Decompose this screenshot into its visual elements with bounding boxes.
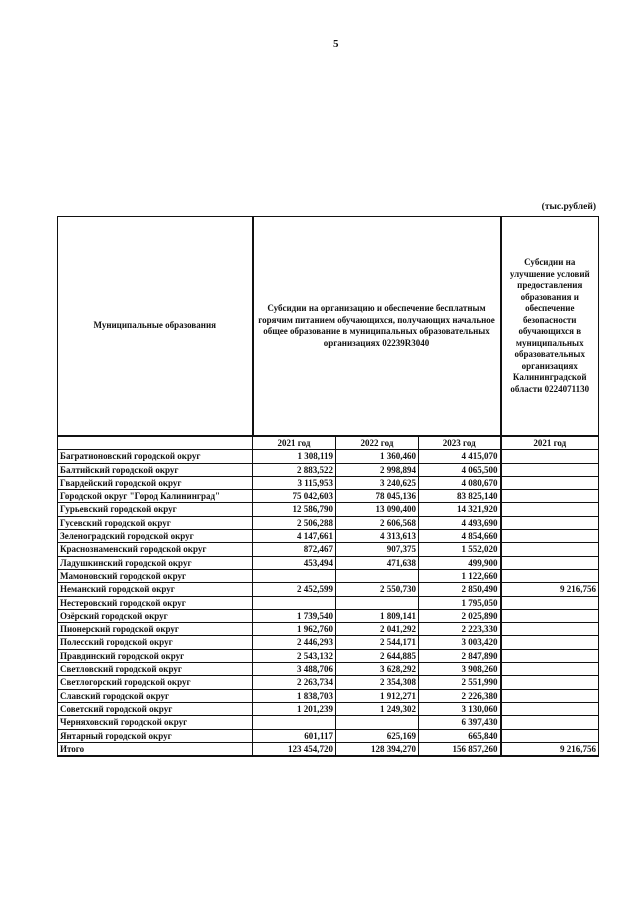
amount-cell: 2 847,890 [419, 649, 501, 662]
table-row [58, 636, 599, 649]
amount-cell: 2 644,885 [336, 649, 419, 662]
amount-cell [253, 596, 336, 609]
municipality-name: Неманский городской округ [58, 583, 253, 596]
table-row [58, 623, 599, 636]
amount-cell [501, 689, 599, 702]
municipality-name: Зеленоградский городской округ [58, 530, 253, 543]
amount-cell [501, 463, 599, 476]
table-row [58, 463, 599, 476]
table-row [58, 516, 599, 529]
amount-cell: 2 025,890 [419, 609, 501, 622]
amount-cell: 1 360,460 [336, 450, 419, 463]
header-meal-subsidy: Субсидии на организацию и обеспечение бесплатным горячим питанием обучающихся, получающих начальное общее образование в муниципальных образовательных организациях 02239R3040 [253, 217, 501, 437]
municipality-name: Пионерский городской округ [58, 623, 253, 636]
amount-cell: 14 321,920 [419, 503, 501, 516]
amount-cell: 4 493,690 [419, 516, 501, 529]
amount-cell: 156 857,260 [419, 742, 501, 756]
amount-cell: 3 003,420 [419, 636, 501, 649]
amount-cell: 2 850,490 [419, 583, 501, 596]
table-row [58, 596, 599, 609]
amount-cell: 2 223,330 [419, 623, 501, 636]
table-row [58, 689, 599, 702]
amount-cell: 4 065,500 [419, 463, 501, 476]
amount-cell: 1 739,540 [253, 609, 336, 622]
municipality-name: Балтийский городской округ [58, 463, 253, 476]
amount-cell: 2 041,292 [336, 623, 419, 636]
amount-cell [501, 702, 599, 715]
municipality-name: Светловский городской округ [58, 663, 253, 676]
municipality-name: Краснознаменский городской округ [58, 543, 253, 556]
amount-cell: 4 147,661 [253, 530, 336, 543]
amount-cell: 6 397,430 [419, 716, 501, 729]
municipality-name: Черняховский городской округ [58, 716, 253, 729]
amount-cell: 2 550,730 [336, 583, 419, 596]
amount-cell [501, 663, 599, 676]
amount-cell: 665,840 [419, 729, 501, 742]
amount-cell: 601,117 [253, 729, 336, 742]
amount-cell [501, 516, 599, 529]
municipality-name: Ладушкинский городской округ [58, 556, 253, 569]
table-row [58, 663, 599, 676]
amount-cell: 1 962,760 [253, 623, 336, 636]
municipality-name: Полесский городской округ [58, 636, 253, 649]
municipality-name: Городской округ "Город Калининград" [58, 490, 253, 503]
table-row [58, 556, 599, 569]
amount-cell [501, 490, 599, 503]
amount-cell [501, 676, 599, 689]
table-row [58, 530, 599, 543]
amount-cell [336, 569, 419, 582]
total-row [58, 742, 599, 756]
amount-cell: 2 446,293 [253, 636, 336, 649]
amount-cell: 1 249,302 [336, 702, 419, 715]
amount-cell: 2 506,288 [253, 516, 336, 529]
municipality-name: Итого [58, 742, 253, 756]
amount-cell [501, 503, 599, 516]
municipality-name: Нестеровский городской округ [58, 596, 253, 609]
amount-cell: 4 415,070 [419, 450, 501, 463]
header-year: 2021 год [501, 436, 599, 450]
amount-cell [501, 609, 599, 622]
municipality-name: Советский городской округ [58, 702, 253, 715]
amount-cell: 2 226,380 [419, 689, 501, 702]
amount-cell [501, 556, 599, 569]
municipality-name: Мамоновский городской округ [58, 569, 253, 582]
amount-cell: 3 488,706 [253, 663, 336, 676]
amount-cell: 453,494 [253, 556, 336, 569]
amount-cell: 2 263,734 [253, 676, 336, 689]
amount-cell [501, 476, 599, 489]
amount-cell: 3 908,260 [419, 663, 501, 676]
units-label: (тыс.рублей) [541, 202, 596, 212]
amount-cell [501, 649, 599, 662]
amount-cell [501, 450, 599, 463]
page-number: 5 [333, 38, 339, 50]
amount-cell: 4 854,660 [419, 530, 501, 543]
municipality-name: Гвардейский городской округ [58, 476, 253, 489]
amount-cell: 4 313,613 [336, 530, 419, 543]
amount-cell: 1 795,050 [419, 596, 501, 609]
amount-cell: 13 090,400 [336, 503, 419, 516]
amount-cell: 2 452,599 [253, 583, 336, 596]
header-year: 2021 год [253, 436, 336, 450]
table-row [58, 583, 599, 596]
amount-cell [336, 596, 419, 609]
amount-cell [501, 530, 599, 543]
amount-cell: 625,169 [336, 729, 419, 742]
amount-cell: 123 454,720 [253, 742, 336, 756]
municipality-name: Озёрский городской округ [58, 609, 253, 622]
amount-cell: 2 998,894 [336, 463, 419, 476]
amount-cell [501, 716, 599, 729]
amount-cell: 3 628,292 [336, 663, 419, 676]
amount-cell: 1 122,660 [419, 569, 501, 582]
municipality-name: Славский городской округ [58, 689, 253, 702]
table-row [58, 649, 599, 662]
header-municipality: Муниципальные образования [58, 217, 253, 437]
amount-cell [501, 623, 599, 636]
amount-cell: 12 586,790 [253, 503, 336, 516]
amount-cell: 128 394,270 [336, 742, 419, 756]
amount-cell: 2 551,990 [419, 676, 501, 689]
municipality-name: Янтарный городской округ [58, 729, 253, 742]
amount-cell: 2 354,308 [336, 676, 419, 689]
table-row [58, 609, 599, 622]
amount-cell: 78 045,136 [336, 490, 419, 503]
table-row [58, 490, 599, 503]
amount-cell [501, 543, 599, 556]
amount-cell: 3 115,953 [253, 476, 336, 489]
amount-cell: 2 544,171 [336, 636, 419, 649]
table-row [58, 543, 599, 556]
header-safety-subsidy: Субсидии на улучшение условий предоставления образования и обеспечение безопасности обучающихся в муниципальных образовательных организациях Калининградской области 0224071130 [501, 217, 599, 437]
amount-cell: 3 240,625 [336, 476, 419, 489]
table-row [58, 716, 599, 729]
amount-cell: 471,638 [336, 556, 419, 569]
table-row [58, 702, 599, 715]
amount-cell: 4 080,670 [419, 476, 501, 489]
subsidies-table [57, 216, 599, 757]
municipality-name: Багратионовский городской округ [58, 450, 253, 463]
amount-cell [501, 636, 599, 649]
amount-cell: 499,900 [419, 556, 501, 569]
amount-cell: 2 883,522 [253, 463, 336, 476]
table-row [58, 569, 599, 582]
amount-cell: 83 825,140 [419, 490, 501, 503]
municipality-name: Правдинский городской округ [58, 649, 253, 662]
amount-cell: 3 130,060 [419, 702, 501, 715]
table-row [58, 729, 599, 742]
amount-cell: 872,467 [253, 543, 336, 556]
amount-cell: 9 216,756 [501, 583, 599, 596]
header-year: 2022 год [336, 436, 419, 450]
municipality-name: Светлогорский городской округ [58, 676, 253, 689]
amount-cell [336, 716, 419, 729]
header-empty [58, 436, 253, 450]
amount-cell: 1 809,141 [336, 609, 419, 622]
municipality-name: Гурьевский городской округ [58, 503, 253, 516]
amount-cell: 1 201,239 [253, 702, 336, 715]
table-row [58, 450, 599, 463]
amount-cell [501, 729, 599, 742]
amount-cell: 2 543,132 [253, 649, 336, 662]
amount-cell: 1 912,271 [336, 689, 419, 702]
amount-cell: 1 552,020 [419, 543, 501, 556]
amount-cell: 9 216,756 [501, 742, 599, 756]
amount-cell: 907,375 [336, 543, 419, 556]
amount-cell [501, 569, 599, 582]
table-row [58, 676, 599, 689]
amount-cell: 2 606,568 [336, 516, 419, 529]
table-row [58, 503, 599, 516]
amount-cell [253, 716, 336, 729]
municipality-name: Гусевский городской округ [58, 516, 253, 529]
amount-cell: 1 308,119 [253, 450, 336, 463]
table-row [58, 476, 599, 489]
amount-cell: 1 838,703 [253, 689, 336, 702]
amount-cell [501, 596, 599, 609]
header-year: 2023 год [419, 436, 501, 450]
amount-cell [253, 569, 336, 582]
amount-cell: 75 042,603 [253, 490, 336, 503]
